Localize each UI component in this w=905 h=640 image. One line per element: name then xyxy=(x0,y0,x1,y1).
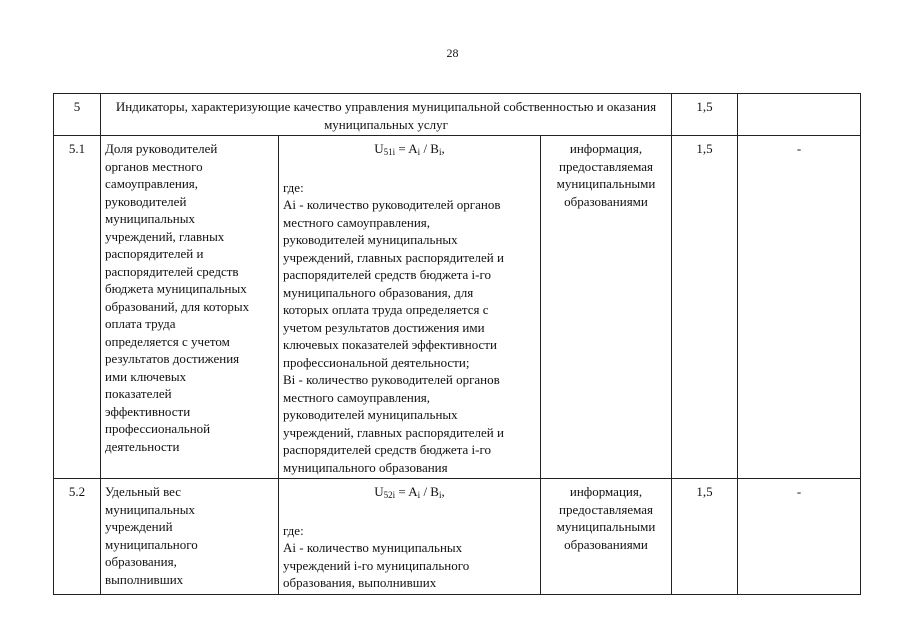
source-line: предоставляемая xyxy=(559,158,653,174)
desc-line: местного самоуправления, xyxy=(283,214,431,230)
desc-line: учетом результатов достижения ими xyxy=(283,319,485,335)
section-weight: 1,5 xyxy=(672,94,738,136)
name-line: показателей xyxy=(105,386,172,401)
name-line: учреждений xyxy=(105,519,173,534)
desc-line: муниципального образования, для xyxy=(283,284,474,300)
desc-line: ключевых показателей эффективности xyxy=(283,337,497,352)
desc-line: руководителей муниципальных xyxy=(283,407,458,422)
indicators-table xyxy=(53,93,861,595)
formula: U52i = Ai / Bi, xyxy=(374,484,445,500)
source-line: предоставляемая xyxy=(559,501,653,517)
desc-line: Ai - количество руководителей органов xyxy=(283,197,501,212)
source-line: информация, xyxy=(569,141,643,156)
name-line: самоуправления, xyxy=(105,176,199,191)
name-line: образования, xyxy=(105,554,177,569)
source-line: образованиями xyxy=(564,193,648,209)
name-line: эффективности xyxy=(105,403,191,419)
name-line: образований, для которых xyxy=(105,298,250,314)
source-line: муниципальными xyxy=(556,519,656,534)
name-line: оплата труда xyxy=(105,316,176,331)
desc-line: Bi - количество руководителей органов xyxy=(283,372,500,387)
desc-line: распорядителей средств бюджета i-го xyxy=(283,442,491,457)
name-line: муниципальных xyxy=(105,211,196,226)
section-row xyxy=(54,94,861,136)
formula: U51i = Ai / Bi, xyxy=(374,141,445,157)
desc-line: Ai - количество муниципальных xyxy=(283,540,463,555)
desc-line: которых оплата труда определяется с xyxy=(283,302,489,317)
desc-line: руководителей муниципальных xyxy=(283,232,458,247)
source-cell xyxy=(541,136,672,479)
name-line: Доля руководителей xyxy=(105,141,218,156)
name-line: определяется с учетом xyxy=(105,333,230,349)
section-number: 5 xyxy=(54,94,101,136)
row-number: 5.2 xyxy=(54,479,101,595)
source-line: информация, xyxy=(569,484,643,499)
desc-line: местного самоуправления, xyxy=(283,389,431,405)
name-line: деятельности xyxy=(105,438,180,454)
name-line: учреждений, главных xyxy=(105,228,225,244)
desc-line: образования, выполнивших xyxy=(283,575,437,590)
weight-cell: 1,5 xyxy=(672,136,738,479)
desc-line: учреждений i-го муниципального xyxy=(283,557,470,573)
source-line: муниципальными xyxy=(556,176,656,191)
source-cell xyxy=(541,479,672,595)
row-number: 5.1 xyxy=(54,136,101,479)
name-line: ими ключевых xyxy=(105,368,187,384)
table-row xyxy=(54,136,861,479)
weight-cell: 1,5 xyxy=(672,479,738,595)
desc-line: учреждений, главных распорядителей и xyxy=(283,424,504,440)
desc-line: муниципального образования xyxy=(283,459,448,475)
desc-line: учреждений, главных распорядителей и xyxy=(283,249,504,265)
desc-line: распорядителей средств бюджета i-го xyxy=(283,267,491,282)
name-line: органов местного xyxy=(105,158,203,174)
where-label: где: xyxy=(283,522,304,538)
name-line: руководителей xyxy=(105,193,187,209)
section-title: Индикаторы, характеризующие качество управления муниципальной собственностью и оказания муниципальных услуг xyxy=(101,94,672,136)
name-line: муниципального xyxy=(105,536,198,552)
desc-line: профессиональной деятельности; xyxy=(283,354,470,370)
source-line: образованиями xyxy=(564,536,648,552)
where-label: где: xyxy=(283,179,304,195)
table-row xyxy=(54,479,861,595)
name-line: профессиональной xyxy=(105,421,211,436)
name-line: результатов достижения xyxy=(105,351,240,366)
name-line: Удельный вес xyxy=(105,484,182,499)
formula-cell xyxy=(279,479,541,595)
name-line: распорядителей и xyxy=(105,246,204,261)
formula-cell xyxy=(279,136,541,479)
name-line: выполнивших xyxy=(105,571,184,587)
value-cell: - xyxy=(738,479,861,595)
indicator-name xyxy=(101,136,279,479)
value-cell: - xyxy=(738,136,861,479)
indicator-name xyxy=(101,479,279,595)
name-line: муниципальных xyxy=(105,501,196,517)
page-number: 28 xyxy=(446,46,459,60)
name-line: распорядителей средств xyxy=(105,263,239,279)
name-line: бюджета муниципальных xyxy=(105,281,247,296)
section-value xyxy=(738,94,861,136)
